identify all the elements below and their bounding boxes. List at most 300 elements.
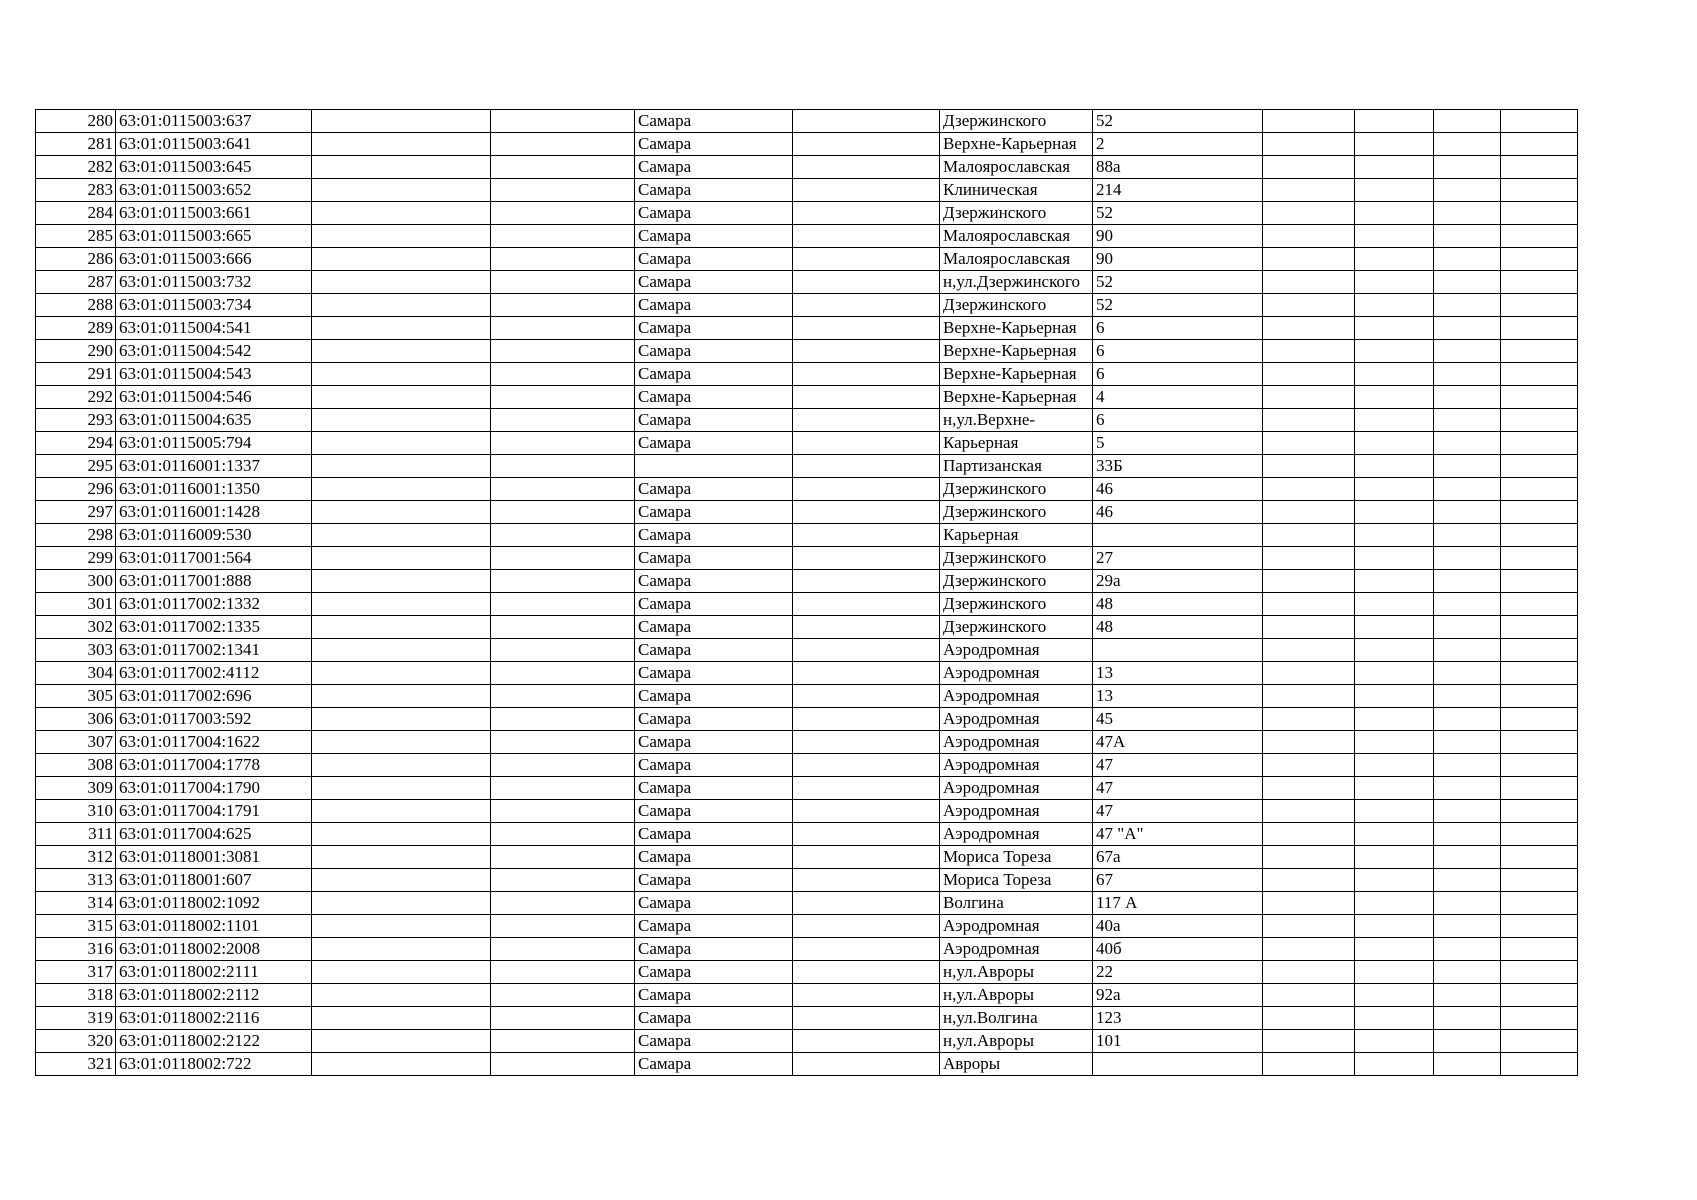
empty-cell: [1355, 777, 1434, 800]
cadastral-number-cell: 63:01:0115003:666: [116, 248, 312, 271]
cadastral-number-cell: 63:01:0117004:1778: [116, 754, 312, 777]
street-cell: н,ул.Авроры: [940, 984, 1093, 1007]
city-cell: Самара: [635, 363, 793, 386]
empty-cell: [491, 340, 635, 363]
city-cell: Самара: [635, 938, 793, 961]
empty-cell: [491, 225, 635, 248]
table-row: [36, 869, 1578, 892]
house-number-cell: 27: [1093, 547, 1263, 570]
empty-cell: [1355, 1030, 1434, 1053]
empty-cell: [1355, 110, 1434, 133]
table-row: [36, 501, 1578, 524]
empty-cell: [1355, 1053, 1434, 1076]
table-row: [36, 938, 1578, 961]
empty-cell: [793, 777, 940, 800]
empty-cell: [491, 179, 635, 202]
cadastral-number-cell: 63:01:0118002:2122: [116, 1030, 312, 1053]
cadastral-number-cell: 63:01:0118001:3081: [116, 846, 312, 869]
empty-cell: [1434, 340, 1501, 363]
empty-cell: [312, 570, 491, 593]
house-number-cell: 47: [1093, 800, 1263, 823]
cadastral-number-cell: 63:01:0115005:794: [116, 432, 312, 455]
empty-cell: [312, 133, 491, 156]
table-row: [36, 823, 1578, 846]
empty-cell: [1434, 777, 1501, 800]
empty-cell: [793, 915, 940, 938]
empty-cell: [1263, 133, 1355, 156]
table-row: [36, 731, 1578, 754]
house-number-cell: 48: [1093, 593, 1263, 616]
empty-cell: [1501, 1030, 1578, 1053]
empty-cell: [793, 1007, 940, 1030]
empty-cell: [1501, 363, 1578, 386]
cadastral-number-cell: 63:01:0118002:2111: [116, 961, 312, 984]
empty-cell: [793, 386, 940, 409]
empty-cell: [1355, 294, 1434, 317]
empty-cell: [1263, 961, 1355, 984]
row-number-cell: 301: [36, 593, 116, 616]
row-number-cell: 281: [36, 133, 116, 156]
empty-cell: [312, 432, 491, 455]
empty-cell: [1501, 593, 1578, 616]
empty-cell: [491, 1007, 635, 1030]
cadastral-number-cell: 63:01:0117004:1622: [116, 731, 312, 754]
empty-cell: [1434, 846, 1501, 869]
city-cell: Самара: [635, 639, 793, 662]
empty-cell: [1501, 455, 1578, 478]
cadastral-number-cell: 63:01:0115003:637: [116, 110, 312, 133]
empty-cell: [491, 731, 635, 754]
empty-cell: [793, 478, 940, 501]
empty-cell: [793, 225, 940, 248]
empty-cell: [793, 708, 940, 731]
row-number-cell: 307: [36, 731, 116, 754]
house-number-cell: 6: [1093, 340, 1263, 363]
cadastral-number-cell: 63:01:0118002:722: [116, 1053, 312, 1076]
cadastral-number-cell: 63:01:0115003:661: [116, 202, 312, 225]
cadastral-number-cell: 63:01:0118002:2116: [116, 1007, 312, 1030]
empty-cell: [1355, 202, 1434, 225]
empty-cell: [1434, 1007, 1501, 1030]
city-cell: Самара: [635, 754, 793, 777]
city-cell: Самара: [635, 731, 793, 754]
empty-cell: [1263, 340, 1355, 363]
empty-cell: [1434, 110, 1501, 133]
empty-cell: [1355, 800, 1434, 823]
empty-cell: [312, 1030, 491, 1053]
empty-cell: [1263, 593, 1355, 616]
empty-cell: [1263, 639, 1355, 662]
house-number-cell: 22: [1093, 961, 1263, 984]
empty-cell: [312, 501, 491, 524]
empty-cell: [491, 271, 635, 294]
row-number-cell: 284: [36, 202, 116, 225]
city-cell: Самара: [635, 547, 793, 570]
empty-cell: [793, 179, 940, 202]
empty-cell: [1501, 340, 1578, 363]
empty-cell: [491, 984, 635, 1007]
empty-cell: [1355, 501, 1434, 524]
empty-cell: [793, 271, 940, 294]
empty-cell: [1501, 777, 1578, 800]
city-cell: Самара: [635, 133, 793, 156]
empty-cell: [491, 133, 635, 156]
empty-cell: [1263, 547, 1355, 570]
row-number-cell: 309: [36, 777, 116, 800]
empty-cell: [1355, 225, 1434, 248]
city-cell: Самара: [635, 846, 793, 869]
empty-cell: [1501, 1007, 1578, 1030]
empty-cell: [1263, 708, 1355, 731]
empty-cell: [1434, 593, 1501, 616]
city-cell: Самара: [635, 179, 793, 202]
empty-cell: [793, 639, 940, 662]
empty-cell: [1501, 294, 1578, 317]
empty-cell: [491, 1030, 635, 1053]
street-cell: Дзержинского: [940, 501, 1093, 524]
empty-cell: [1434, 984, 1501, 1007]
empty-cell: [312, 662, 491, 685]
empty-cell: [312, 731, 491, 754]
row-number-cell: 316: [36, 938, 116, 961]
street-cell: Аэродромная: [940, 685, 1093, 708]
cadastral-number-cell: 63:01:0118002:1092: [116, 892, 312, 915]
cadastral-number-cell: 63:01:0117004:1790: [116, 777, 312, 800]
table-row: [36, 915, 1578, 938]
empty-cell: [491, 915, 635, 938]
cadastral-number-cell: 63:01:0116001:1337: [116, 455, 312, 478]
empty-cell: [793, 731, 940, 754]
empty-cell: [1355, 386, 1434, 409]
table-row: [36, 662, 1578, 685]
cadastral-number-cell: 63:01:0118002:1101: [116, 915, 312, 938]
empty-cell: [491, 593, 635, 616]
row-number-cell: 291: [36, 363, 116, 386]
empty-cell: [1263, 662, 1355, 685]
empty-cell: [793, 524, 940, 547]
row-number-cell: 286: [36, 248, 116, 271]
table-row: [36, 1030, 1578, 1053]
street-cell: Карьерная: [940, 524, 1093, 547]
street-cell: Верхне-Карьерная: [940, 386, 1093, 409]
empty-cell: [793, 662, 940, 685]
empty-cell: [793, 892, 940, 915]
empty-cell: [1263, 478, 1355, 501]
empty-cell: [312, 202, 491, 225]
empty-cell: [1501, 708, 1578, 731]
house-number-cell: [1093, 1053, 1263, 1076]
empty-cell: [491, 455, 635, 478]
empty-cell: [491, 363, 635, 386]
street-cell: Малоярославская: [940, 156, 1093, 179]
row-number-cell: 311: [36, 823, 116, 846]
table-row: [36, 961, 1578, 984]
house-number-cell: 123: [1093, 1007, 1263, 1030]
street-cell: Авроры: [940, 1053, 1093, 1076]
street-cell: Аэродромная: [940, 662, 1093, 685]
empty-cell: [1355, 869, 1434, 892]
empty-cell: [1501, 961, 1578, 984]
empty-cell: [1263, 455, 1355, 478]
row-number-cell: 314: [36, 892, 116, 915]
empty-cell: [1263, 754, 1355, 777]
empty-cell: [1501, 685, 1578, 708]
empty-cell: [793, 685, 940, 708]
street-cell: Верхне-Карьерная: [940, 317, 1093, 340]
empty-cell: [1263, 271, 1355, 294]
empty-cell: [1355, 685, 1434, 708]
cadastral-number-cell: 63:01:0116001:1428: [116, 501, 312, 524]
table-row: [36, 202, 1578, 225]
city-cell: Самара: [635, 524, 793, 547]
empty-cell: [1263, 731, 1355, 754]
house-number-cell: 101: [1093, 1030, 1263, 1053]
empty-cell: [312, 225, 491, 248]
empty-cell: [312, 1007, 491, 1030]
house-number-cell: 40б: [1093, 938, 1263, 961]
cadastral-number-cell: 63:01:0117002:1335: [116, 616, 312, 639]
empty-cell: [1355, 156, 1434, 179]
empty-cell: [1434, 961, 1501, 984]
row-number-cell: 315: [36, 915, 116, 938]
city-cell: Самара: [635, 1053, 793, 1076]
row-number-cell: 304: [36, 662, 116, 685]
cadastral-number-cell: 63:01:0117002:4112: [116, 662, 312, 685]
house-number-cell: 52: [1093, 294, 1263, 317]
empty-cell: [491, 317, 635, 340]
empty-cell: [1501, 1053, 1578, 1076]
city-cell: Самара: [635, 708, 793, 731]
cadastral-number-cell: 63:01:0115003:641: [116, 133, 312, 156]
cadastral-table: [35, 109, 1578, 1076]
empty-cell: [491, 110, 635, 133]
empty-cell: [793, 156, 940, 179]
empty-cell: [491, 156, 635, 179]
row-number-cell: 282: [36, 156, 116, 179]
house-number-cell: 47А: [1093, 731, 1263, 754]
row-number-cell: 320: [36, 1030, 116, 1053]
empty-cell: [491, 823, 635, 846]
empty-cell: [312, 892, 491, 915]
table-row: [36, 432, 1578, 455]
empty-cell: [1434, 547, 1501, 570]
city-cell: Самара: [635, 156, 793, 179]
house-number-cell: 6: [1093, 409, 1263, 432]
street-cell: н,ул.Волгина: [940, 1007, 1093, 1030]
street-cell: Аэродромная: [940, 915, 1093, 938]
empty-cell: [1355, 823, 1434, 846]
empty-cell: [1501, 524, 1578, 547]
table-row: [36, 777, 1578, 800]
empty-cell: [1355, 363, 1434, 386]
empty-cell: [1263, 179, 1355, 202]
street-cell: Мориса Тореза: [940, 869, 1093, 892]
empty-cell: [1434, 800, 1501, 823]
city-cell: Самара: [635, 271, 793, 294]
empty-cell: [491, 777, 635, 800]
table-row: [36, 708, 1578, 731]
empty-cell: [1355, 340, 1434, 363]
city-cell: Самара: [635, 593, 793, 616]
empty-cell: [312, 409, 491, 432]
empty-cell: [1434, 363, 1501, 386]
house-number-cell: 52: [1093, 110, 1263, 133]
empty-cell: [793, 800, 940, 823]
empty-cell: [1263, 938, 1355, 961]
empty-cell: [1434, 823, 1501, 846]
house-number-cell: 40а: [1093, 915, 1263, 938]
cadastral-number-cell: 63:01:0117002:1332: [116, 593, 312, 616]
table-row: [36, 294, 1578, 317]
table-row: [36, 478, 1578, 501]
empty-cell: [1434, 478, 1501, 501]
empty-cell: [1434, 938, 1501, 961]
row-number-cell: 294: [36, 432, 116, 455]
empty-cell: [1355, 271, 1434, 294]
city-cell: Самара: [635, 961, 793, 984]
empty-cell: [1263, 869, 1355, 892]
empty-cell: [1501, 616, 1578, 639]
empty-cell: [312, 271, 491, 294]
city-cell: Самара: [635, 478, 793, 501]
empty-cell: [1501, 800, 1578, 823]
empty-cell: [312, 593, 491, 616]
empty-cell: [793, 846, 940, 869]
empty-cell: [1501, 892, 1578, 915]
row-number-cell: 318: [36, 984, 116, 1007]
street-cell: Аэродромная: [940, 754, 1093, 777]
empty-cell: [1263, 846, 1355, 869]
street-cell: Верхне-Карьерная: [940, 340, 1093, 363]
empty-cell: [793, 432, 940, 455]
house-number-cell: 4: [1093, 386, 1263, 409]
row-number-cell: 298: [36, 524, 116, 547]
city-cell: Самара: [635, 892, 793, 915]
empty-cell: [1501, 915, 1578, 938]
empty-cell: [1434, 501, 1501, 524]
table-row: [36, 984, 1578, 1007]
row-number-cell: 310: [36, 800, 116, 823]
empty-cell: [1263, 409, 1355, 432]
row-number-cell: 308: [36, 754, 116, 777]
street-cell: Аэродромная: [940, 823, 1093, 846]
empty-cell: [312, 547, 491, 570]
empty-cell: [1501, 662, 1578, 685]
empty-cell: [1501, 938, 1578, 961]
empty-cell: [1355, 662, 1434, 685]
table-row: [36, 846, 1578, 869]
empty-cell: [1501, 317, 1578, 340]
empty-cell: [793, 1053, 940, 1076]
empty-cell: [491, 501, 635, 524]
empty-cell: [491, 685, 635, 708]
empty-cell: [793, 317, 940, 340]
empty-cell: [1434, 179, 1501, 202]
house-number-cell: 47 "А": [1093, 823, 1263, 846]
empty-cell: [312, 708, 491, 731]
table-body: [36, 110, 1578, 1076]
house-number-cell: 13: [1093, 662, 1263, 685]
street-cell: Мориса Тореза: [940, 846, 1093, 869]
empty-cell: [312, 616, 491, 639]
empty-cell: [1501, 225, 1578, 248]
empty-cell: [1263, 984, 1355, 1007]
empty-cell: [312, 869, 491, 892]
empty-cell: [491, 892, 635, 915]
empty-cell: [1355, 1007, 1434, 1030]
table-row: [36, 616, 1578, 639]
empty-cell: [491, 869, 635, 892]
empty-cell: [1355, 179, 1434, 202]
row-number-cell: 283: [36, 179, 116, 202]
house-number-cell: 2: [1093, 133, 1263, 156]
empty-cell: [1263, 317, 1355, 340]
empty-cell: [793, 409, 940, 432]
empty-cell: [1434, 731, 1501, 754]
city-cell: Самара: [635, 915, 793, 938]
street-cell: Карьерная: [940, 432, 1093, 455]
empty-cell: [1434, 616, 1501, 639]
cadastral-number-cell: 63:01:0115004:542: [116, 340, 312, 363]
empty-cell: [1501, 478, 1578, 501]
street-cell: н,ул.Авроры: [940, 1030, 1093, 1053]
empty-cell: [1434, 685, 1501, 708]
empty-cell: [491, 708, 635, 731]
table-row: [36, 225, 1578, 248]
house-number-cell: 92а: [1093, 984, 1263, 1007]
empty-cell: [1263, 800, 1355, 823]
empty-cell: [1501, 984, 1578, 1007]
empty-cell: [491, 846, 635, 869]
street-cell: н,ул.Верхне-: [940, 409, 1093, 432]
empty-cell: [1263, 110, 1355, 133]
city-cell: Самара: [635, 501, 793, 524]
empty-cell: [491, 616, 635, 639]
table-row: [36, 593, 1578, 616]
cadastral-number-cell: 63:01:0115004:541: [116, 317, 312, 340]
house-number-cell: 67а: [1093, 846, 1263, 869]
street-cell: Дзержинского: [940, 616, 1093, 639]
cadastral-number-cell: 63:01:0115004:543: [116, 363, 312, 386]
empty-cell: [1501, 110, 1578, 133]
empty-cell: [793, 547, 940, 570]
cadastral-number-cell: 63:01:0117002:1341: [116, 639, 312, 662]
empty-cell: [1355, 455, 1434, 478]
cadastral-number-cell: 63:01:0115003:665: [116, 225, 312, 248]
empty-cell: [491, 570, 635, 593]
house-number-cell: 29а: [1093, 570, 1263, 593]
cadastral-number-cell: 63:01:0115003:734: [116, 294, 312, 317]
empty-cell: [1355, 432, 1434, 455]
table-row: [36, 386, 1578, 409]
empty-cell: [793, 823, 940, 846]
house-number-cell: 47: [1093, 777, 1263, 800]
row-number-cell: 290: [36, 340, 116, 363]
empty-cell: [1434, 156, 1501, 179]
empty-cell: [793, 340, 940, 363]
empty-cell: [312, 156, 491, 179]
table-row: [36, 1053, 1578, 1076]
empty-cell: [1263, 248, 1355, 271]
empty-cell: [1355, 639, 1434, 662]
street-cell: н,ул.Дзержинского: [940, 271, 1093, 294]
empty-cell: [1263, 156, 1355, 179]
empty-cell: [1263, 225, 1355, 248]
empty-cell: [312, 110, 491, 133]
empty-cell: [793, 248, 940, 271]
table-row: [36, 110, 1578, 133]
empty-cell: [312, 363, 491, 386]
